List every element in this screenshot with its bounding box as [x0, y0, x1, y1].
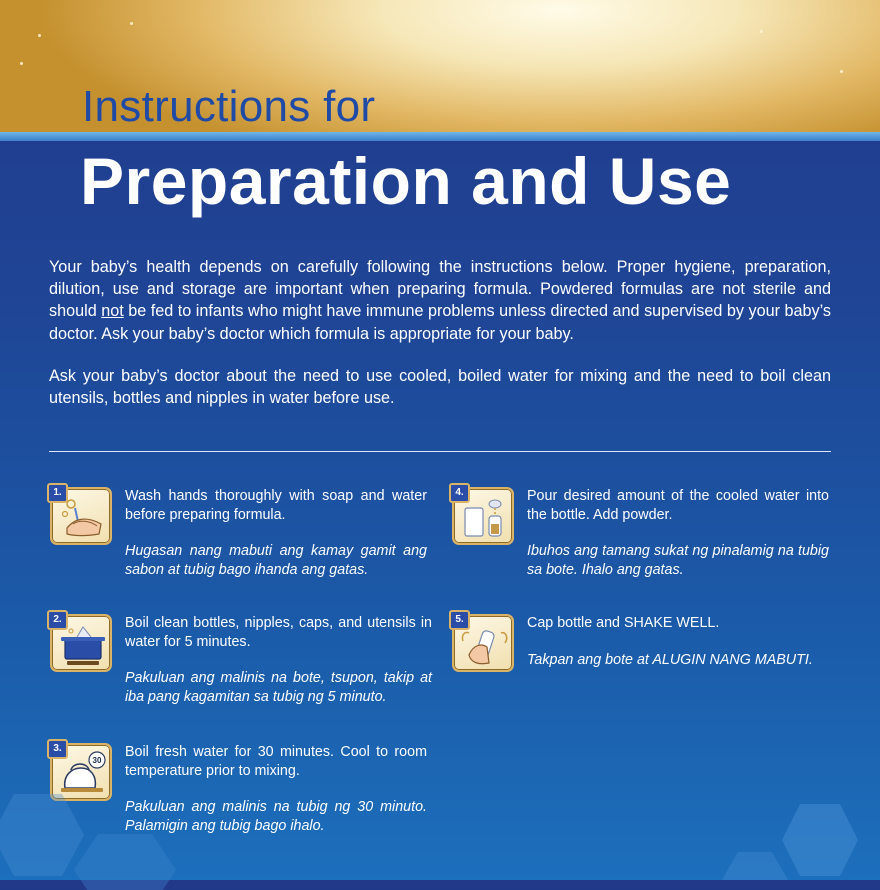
step-number: 1.: [47, 483, 68, 503]
step-instruction-tagalog: Hugasan nang mabuti ang kamay gamit ang sabon at tubig bago ihanda ang gatas.: [125, 543, 427, 578]
timer-label: 30: [92, 756, 102, 765]
section-divider: [49, 451, 831, 452]
intro-emphasis-not: not: [101, 302, 124, 321]
step-instruction-english: Boil fresh water for 30 minutes. Cool to room temperature prior to mixing.: [125, 744, 427, 779]
step-instruction-english: Boil clean bottles, nipples, caps, and utensils in water for 5 minutes.: [125, 615, 432, 650]
step-instruction-tagalog: Pakuluan ang malinis na bote, tsupon, takip at iba pang kagamitan sa tubig ng 5 minuto.: [125, 670, 432, 705]
header-divider-line: [0, 132, 880, 141]
step-number: 5.: [449, 610, 470, 630]
intro-paragraph-1: [49, 256, 831, 345]
intro-text: [49, 256, 831, 429]
title-line-1: Instructions for: [82, 82, 376, 131]
step-number: 2.: [47, 610, 68, 630]
step-instruction-tagalog: Ibuhos ang tamang sukat ng pinalamig na tubig sa bote. Ihalo ang gatas.: [527, 543, 829, 578]
step-instruction-tagalog: Pakuluan ang malinis na tubig ng 30 minuto. Palamigin ang tubig bago ihalo.: [125, 799, 427, 834]
step-instruction-english: Cap bottle and SHAKE WELL.: [527, 615, 720, 631]
intro-paragraph-2: Ask your baby’s doctor about the need to use cooled, boiled water for mixing and the need to boil clean utensils, bottles and nipples in water before use.: [49, 366, 831, 408]
step-number: 4.: [449, 483, 470, 503]
step-number: 3.: [47, 739, 68, 759]
step-instruction-tagalog: Takpan ang bote at ALUGIN NANG MABUTI.: [527, 651, 813, 668]
decorative-hexagon: [780, 800, 860, 880]
decorative-hexagon: [720, 850, 790, 880]
title-line-2: Preparation and Use: [80, 144, 732, 218]
intro-paragraph-1-part-a: Your baby’s health depends on carefully following the instructions below. Proper hygiene, preparation, dilution, use and storage are important when preparing formula. Powdered formulas are not sterile and should: [49, 258, 831, 321]
decorative-hexagon: [70, 830, 180, 890]
step-instruction-english: Pour desired amount of the cooled water into the bottle. Add powder.: [527, 488, 829, 523]
intro-paragraph-1-part-b: be fed to infants who might have immune problems unless directed and supervised by your baby’s doctor. Ask your baby’s doctor which formula is appropriate for your baby.: [49, 302, 831, 343]
step-instruction-english: Wash hands thoroughly with soap and water before preparing formula.: [125, 488, 427, 523]
